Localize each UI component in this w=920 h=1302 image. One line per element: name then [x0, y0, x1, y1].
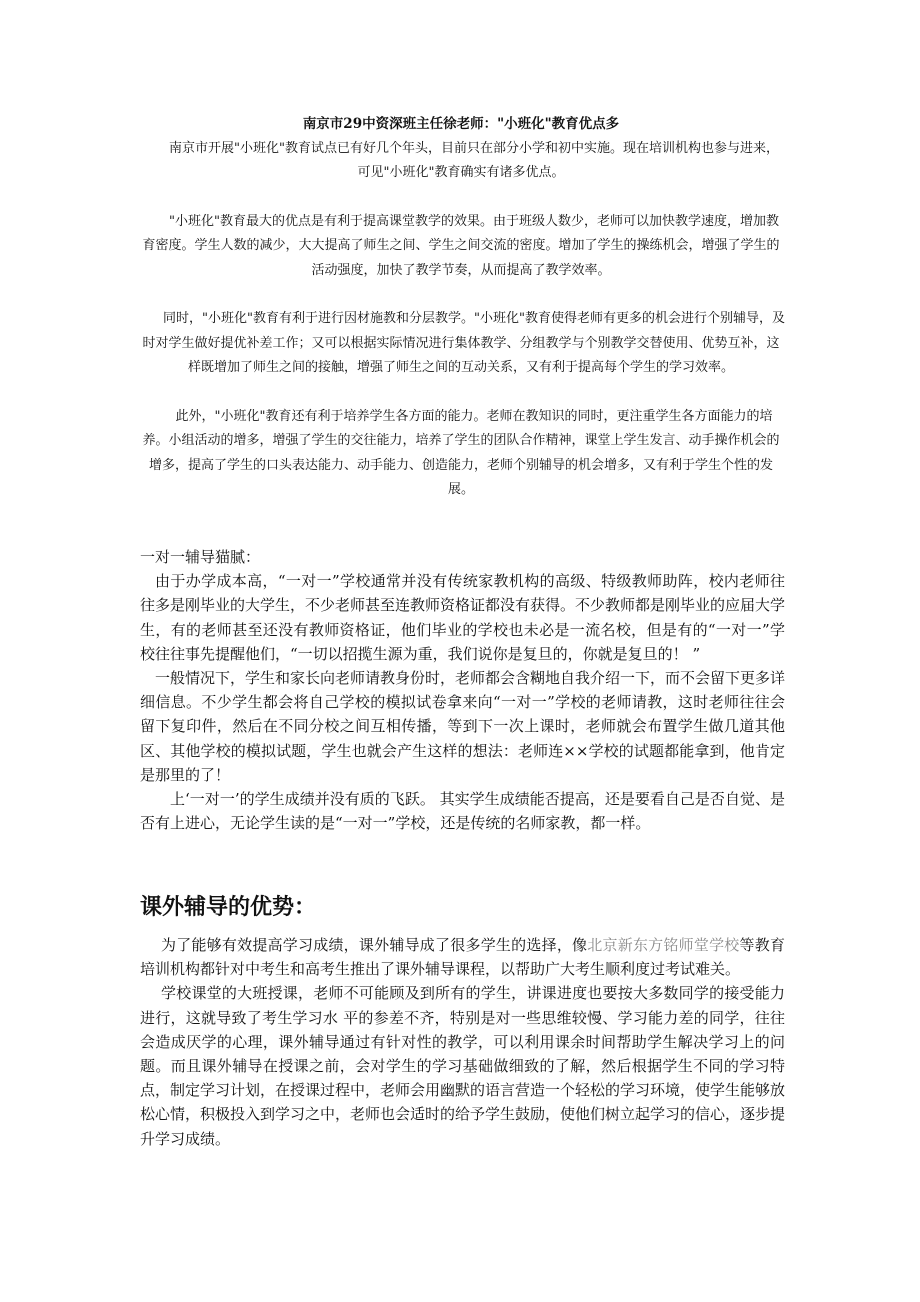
article-intro: 南京市开展"小班化"教育试点已有好几个年头，目前只在部分小学和初中实施。现在培训机构也参与进来，可见"小班化"教育确实有诸多优点。 [169, 140, 779, 180]
advantages-text: 为了能够有效提高学习成绩，课外辅导成了很多学生的选择，像 [161, 936, 588, 954]
tutoring-paragraph: 上‘一对一’的学生成绩并没有质的飞跃。 其实学生成绩能否提高，还是要看自己是否自觉、是否有上进心，无论学生读的是“一对一”学校，还是传统的名师家教，都一样。 [140, 790, 785, 833]
advantages-heading: 课外辅导的优势： [140, 894, 317, 920]
article-title: 南京市29中资深班主任徐老师："小班化"教育优点多 [302, 116, 620, 132]
tutoring-heading: 一对一辅导猫腻： [140, 548, 261, 566]
article-paragraph: 同时，"小班化"教育有利于进行因材施教和分层教学。"小班化"教育使得老师有更多的机会进行个别辅导，及时对学生做好提优补差工作；又可以根据实际情况进行集体教学、分组教学与个别教学交替使用、优势互补，这样既增加了师生之间的接触，增强了师生之间的互动关系，又有利于提高每个学生的学习效率。 [142, 311, 785, 375]
tutoring-paragraph: 一般情况下，学生和家长向老师请教身份时，老师都会含糊地自我介绍一下，而不会留下更多详细信息。不少学生都会将自己学校的模拟试卷拿来向“一对一”学校的老师请教，这时老师往往会留下复印件，然后在不同分校之间互相传播，等到下一次上课时，老师就会布置学生做几道其他区、其他学校的模拟试题，学生也就会产生这样的想法：老师连××学校的试题都能拿到，他肯定是那里的了！ [140, 669, 786, 784]
article-section [137, 112, 785, 503]
article-paragraph: "小班化"教育最大的优点是有利于提高课堂教学的效果。由于班级人数少，老师可以加快教学速度，增加教育密度。学生人数的减少，大大提高了师生之间、学生之间交流的密度。增加了学生的操练机会，增强了学生的活动强度，加快了教学节奏，从而提高了教学效率。 [142, 213, 780, 278]
article-paragraph: 此外，"小班化"教育还有利于培养学生各方面的能力。老师在教知识的同时，更注重学生各方面能力的培养。小组活动的增多，增强了学生的交往能力，培养了学生的团队合作精神，课堂上学生发言、动手操作机会的增多，提高了学生的口头表达能力、动手能力、创造能力，老师个别辅导的机会增多，又有利于学生个性的发展。 [142, 408, 780, 497]
tutoring-paragraph: 由于办学成本高，“一对一”学校通常并没有传统家教机构的高级、特级教师助阵，校内老师往往多是刚毕业的大学生，不少老师甚至连教师资格证都没有获得。不少教师都是刚毕业的应届大学生，有的老师甚至还没有教师资格证，他们毕业的学校也未必是一流名校，但是有的“一对一”学校往往事先提醒他们，“一切以招揽生源为重，我们说你是复旦的，你就是复旦的！ ” [140, 572, 786, 663]
advantages-section [140, 933, 785, 1151]
advantages-paragraph: 学校课堂的大班授课，老师不可能顾及到所有的学生，讲课进度也要按大多数同学的接受能力进行，这就导致了考生学习水 平的参差不齐，特别是对一些思维较慢、学习能力差的同学，往往会造成厌学的心理，课外辅导通过有针对性的教学，可以利用课余时间帮助学生解决学习上的问题。而且课外辅导在授课之前，会对学生的学习基础做细致的了解，然后根据学生不同的学习特点，制定学习计划，在授课过程中，老师会用幽默的语言营造一个轻松的学习环境，使学生能够放松心情，积极投入到学习之中，老师也会适时的给予学生鼓励，使他们树立起学习的信心，逐步提升学习成绩。 [140, 984, 786, 1148]
advantages-text: 等教育培训机构都针对中考生和高考生推出了课外辅导课程，以帮助广大考生顺利度过考试难关。 [140, 936, 785, 979]
advantages-paragraph [140, 933, 785, 981]
school-link[interactable]: 北京新东方铭师堂学校 [587, 936, 740, 954]
tutoring-section [140, 545, 785, 835]
